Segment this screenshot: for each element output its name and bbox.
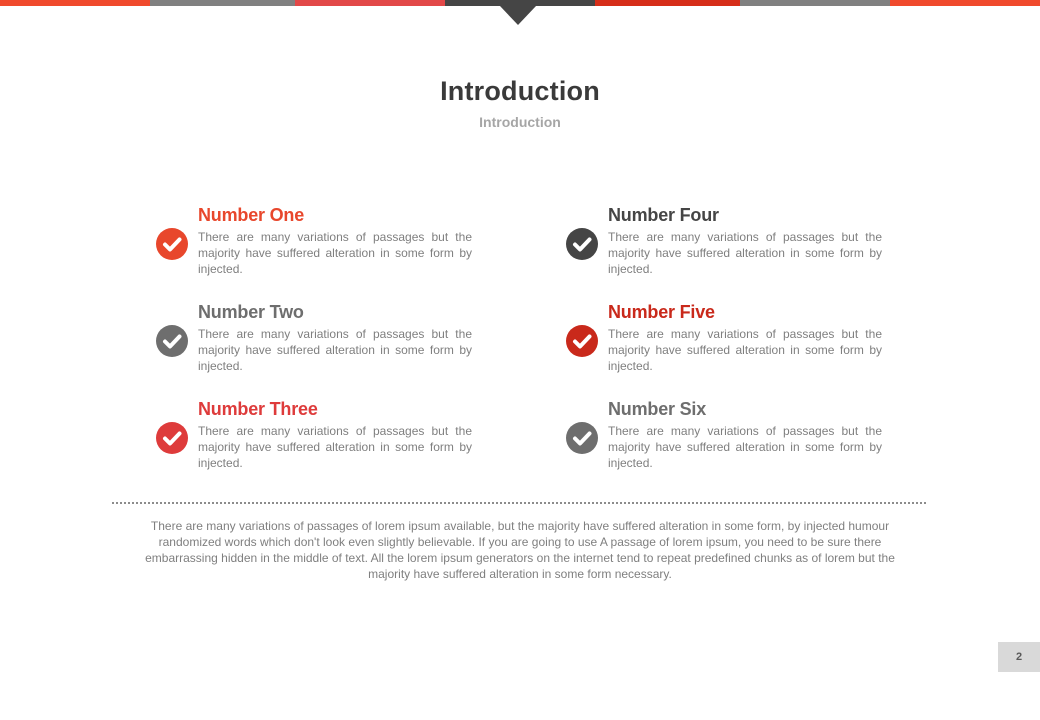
- item-text: There are many variations of passages but the majority have suffered alteration in some form by injected.: [608, 230, 882, 276]
- slide-title: Introduction: [440, 76, 600, 106]
- item-text: There are many variations of passages but the majority have suffered alteration in some form by injected.: [198, 230, 472, 276]
- item-number-six: [608, 399, 908, 479]
- slide-subtitle: Introduction: [479, 114, 561, 130]
- top-bar-segment: [0, 0, 150, 6]
- item-number-four: [608, 205, 908, 285]
- top-bar-segment: [150, 0, 295, 6]
- check-circle-icon: [156, 422, 188, 454]
- item-heading: Number Four: [608, 205, 719, 225]
- item-heading: Number One: [198, 205, 305, 225]
- item-number-three: [198, 399, 498, 479]
- item-text: There are many variations of passages but the majority have suffered alteration in some form by injected.: [198, 424, 472, 470]
- item-number-five: [608, 302, 908, 382]
- top-bar-segment: [740, 0, 890, 6]
- item-text: There are many variations of passages but the majority have suffered alteration in some form by injected.: [198, 327, 472, 373]
- top-bar-segment: [295, 0, 445, 6]
- item-heading: Number Five: [608, 302, 715, 322]
- check-circle-icon: [156, 228, 188, 260]
- check-circle-icon: [566, 228, 598, 260]
- item-number-one: [198, 205, 498, 285]
- top-bar-segment: [890, 0, 1040, 6]
- check-circle-icon: [566, 325, 598, 357]
- item-heading: Number Three: [198, 399, 318, 419]
- item-heading: Number Two: [198, 302, 304, 322]
- footer-paragraph: There are many variations of passages of lorem ipsum available, but the majority have suffered alteration in some form, by injected humour randomized words which don't look even slightly believable. If you are going to use A passage of lorem ipsum, you need to be sure there embarrassing hidden in the middle of text. All the lorem ipsum generators on the internet tend to repeat predefined chunks as of lorem but the majority have suffered alteration in some form necessary.: [145, 519, 895, 581]
- item-text: There are many variations of passages but the majority have suffered alteration in some form by injected.: [608, 327, 882, 373]
- check-circle-icon: [566, 422, 598, 454]
- top-bar-segment: [595, 0, 740, 6]
- page-number: 2: [998, 642, 1040, 672]
- item-number-two: [198, 302, 498, 382]
- top-pointer-triangle: [500, 6, 536, 25]
- item-heading: Number Six: [608, 399, 707, 419]
- item-text: There are many variations of passages but the majority have suffered alteration in some form by injected.: [608, 424, 882, 470]
- dotted-divider: [112, 502, 926, 504]
- check-circle-icon: [156, 325, 188, 357]
